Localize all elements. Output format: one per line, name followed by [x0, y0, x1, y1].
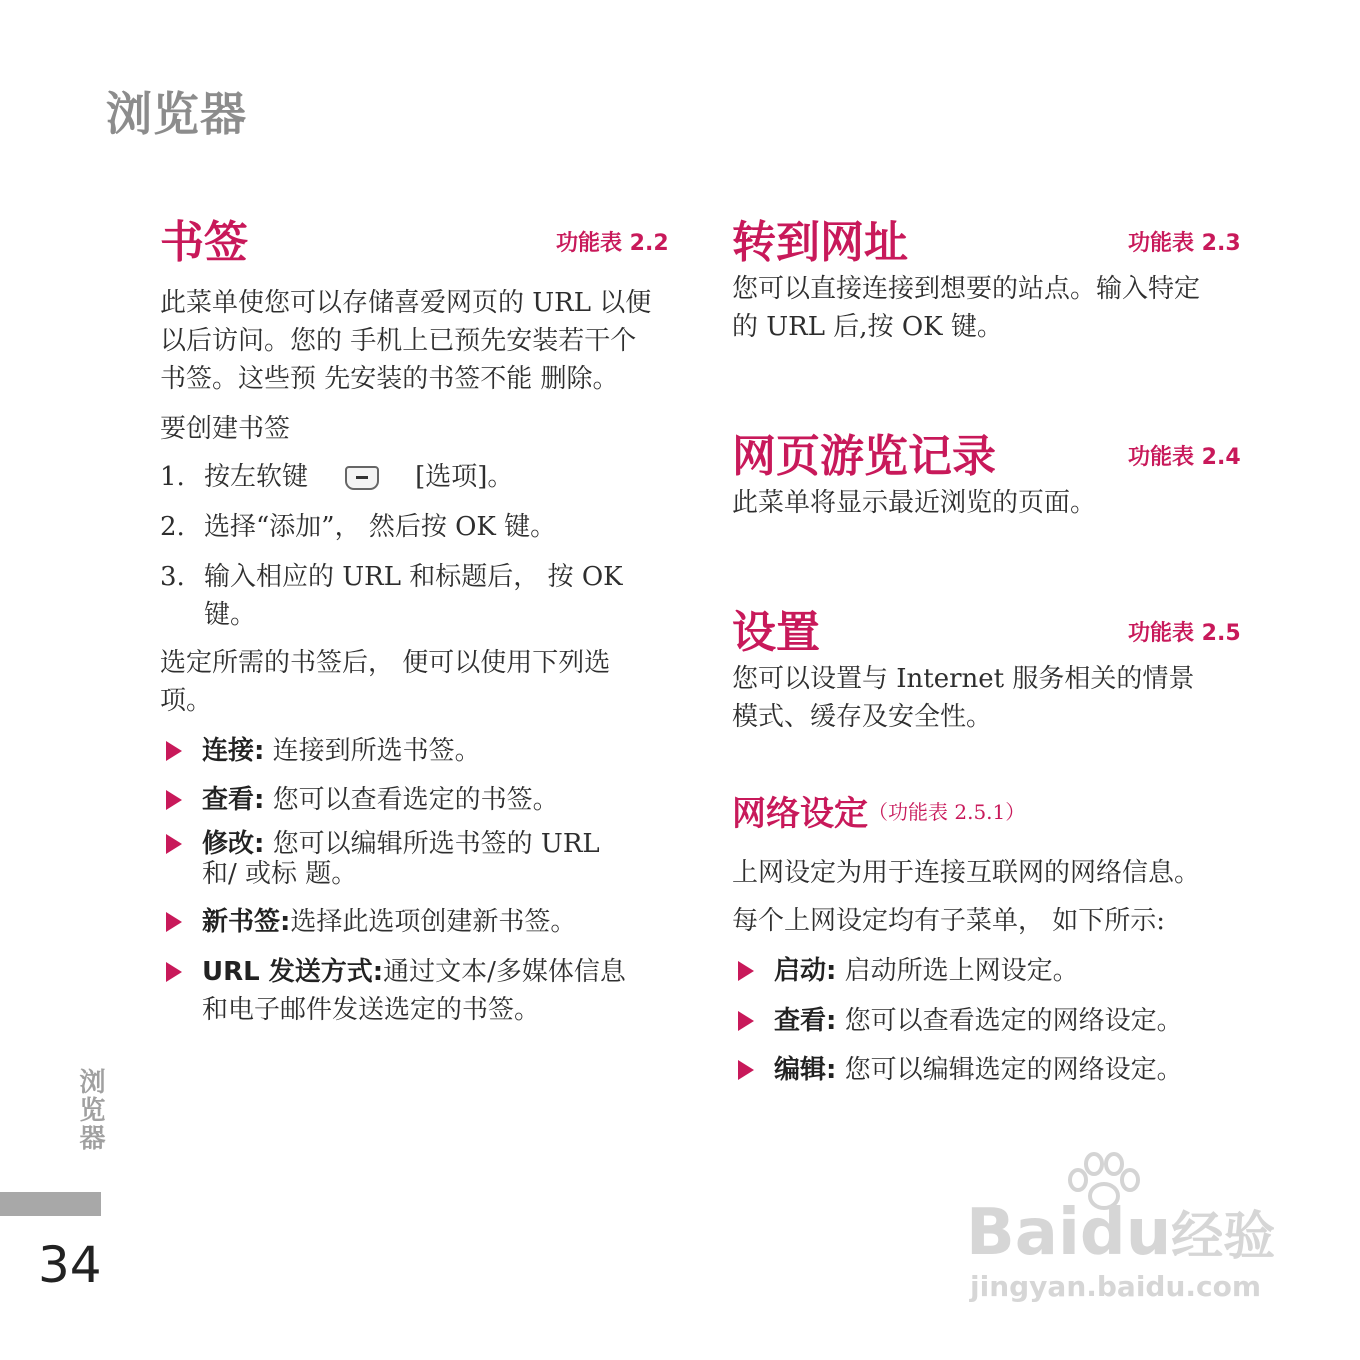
network-option-view-text: 您可以查看选定的网络设定。	[844, 1006, 1183, 1036]
option-send-url-text: 通过文本/多媒体信息	[383, 957, 626, 987]
network-option-activate	[774, 952, 1079, 990]
option-send-url	[202, 953, 626, 991]
option-view-label: 查看:	[202, 785, 265, 815]
bullet-arrow-icon	[166, 834, 182, 854]
network-option-edit-label: 编辑:	[774, 1055, 837, 1085]
network-option-activate-text: 启动所选上网设定。	[844, 956, 1079, 986]
step-1-after-icon: [选项]。	[415, 462, 514, 492]
step-2-number: 2.	[160, 512, 185, 542]
baidu-jingyan-watermark	[966, 1152, 1286, 1312]
watermark-url: jingyan.baidu.com	[970, 1270, 1262, 1303]
step-2-text: 选择“添加”， 然后按 OK 键。	[204, 512, 557, 542]
history-menu-ref: 功能表 2.4	[1128, 445, 1241, 470]
option-new-bookmark-text: 选择此选项创建新书签。	[290, 907, 577, 937]
network-settings-heading	[732, 786, 1025, 835]
bullet-arrow-icon	[738, 961, 754, 981]
step-1-text: 按左软键	[204, 462, 309, 492]
page-number: 34	[38, 1236, 102, 1294]
after-steps-line-2: 项。	[160, 686, 213, 716]
bullet-arrow-icon	[166, 962, 182, 982]
network-option-edit	[774, 1051, 1183, 1089]
history-text: 此菜单将显示最近浏览的页面。	[732, 488, 1097, 518]
network-option-activate-label: 启动:	[774, 956, 837, 986]
network-option-view	[774, 1002, 1183, 1040]
option-edit-text: 您可以编辑所选书签的 URL	[272, 829, 600, 859]
bullet-arrow-icon	[738, 1060, 754, 1080]
bookmarks-intro-line-3: 书签。这些预 先安装的书签不能 删除。	[160, 364, 619, 394]
step-3-number: 3.	[160, 562, 185, 592]
baidu-logo-bai: Bai	[966, 1196, 1080, 1270]
step-1	[204, 458, 513, 496]
bullet-arrow-icon	[738, 1011, 754, 1031]
network-option-edit-text: 您可以编辑选定的网络设定。	[844, 1055, 1183, 1085]
option-edit-text-line-2: 和/ 或标 题。	[202, 859, 358, 889]
settings-menu-ref: 功能表 2.5	[1128, 621, 1241, 646]
network-settings-text-2: 每个上网设定均有子菜单， 如下所示:	[732, 906, 1166, 936]
step-3-text-line-1: 输入相应的 URL 和标题后， 按 OK	[204, 562, 623, 592]
goto-url-text-line-1: 您可以直接连接到想要的站点。输入特定	[732, 274, 1201, 304]
baidu-logo-text	[966, 1194, 1275, 1270]
after-steps-line-1: 选定所需的书签后， 便可以使用下列选	[160, 648, 611, 678]
page-title: 浏览器	[106, 87, 247, 141]
option-view	[202, 781, 559, 819]
goto-url-text-line-2: 的 URL 后,按 OK 键。	[732, 312, 1003, 342]
left-softkey-icon	[345, 466, 379, 490]
settings-title: 设置	[732, 607, 820, 658]
goto-url-menu-ref: 功能表 2.3	[1128, 231, 1241, 256]
goto-url-title: 转到网址	[732, 217, 908, 268]
option-view-text: 您可以查看选定的书签。	[272, 785, 559, 815]
step-3-text-line-2: 键。	[204, 600, 257, 630]
baidu-logo-du: du	[1079, 1196, 1172, 1270]
option-edit-label: 修改:	[202, 829, 265, 859]
baidu-logo-jingyan: 经验	[1171, 1207, 1276, 1267]
bookmarks-intro-line-1: 此菜单使您可以存储喜爱网页的 URL 以便	[160, 288, 652, 318]
settings-text-line-1: 您可以设置与 Internet 服务相关的情景	[732, 664, 1195, 694]
page-tab-bar	[0, 1192, 101, 1216]
bookmarks-title: 书签	[160, 217, 248, 268]
option-connect-label: 连接:	[202, 736, 265, 766]
option-connect	[202, 732, 481, 770]
settings-text-line-2: 模式、缓存及安全性。	[732, 702, 993, 732]
option-connect-text: 连接到所选书签。	[272, 736, 481, 766]
network-settings-title: 网络设定	[732, 794, 868, 834]
option-send-url-label: URL 发送方式:	[202, 957, 384, 987]
option-new-bookmark	[202, 903, 576, 941]
network-settings-text-1: 上网设定为用于连接互联网的网络信息。	[732, 858, 1201, 888]
history-title: 网页游览记录	[732, 431, 996, 482]
option-send-url-text-line-2: 和电子邮件发送选定的书签。	[202, 995, 541, 1025]
bullet-arrow-icon	[166, 741, 182, 761]
bullet-arrow-icon	[166, 790, 182, 810]
bullet-arrow-icon	[166, 912, 182, 932]
bookmarks-menu-ref: 功能表 2.2	[556, 231, 669, 256]
step-1-number: 1.	[160, 462, 185, 492]
bookmarks-intro-line-2: 以后访问。您的 手机上已预先安装若干个	[160, 326, 637, 356]
side-section-label: 浏览器	[75, 1068, 105, 1152]
network-settings-menu-ref: （功能表 2.5.1）	[868, 800, 1026, 824]
network-option-view-label: 查看:	[774, 1006, 837, 1036]
option-new-bookmark-label: 新书签:	[202, 907, 291, 937]
create-bookmark-label: 要创建书签	[160, 414, 291, 444]
